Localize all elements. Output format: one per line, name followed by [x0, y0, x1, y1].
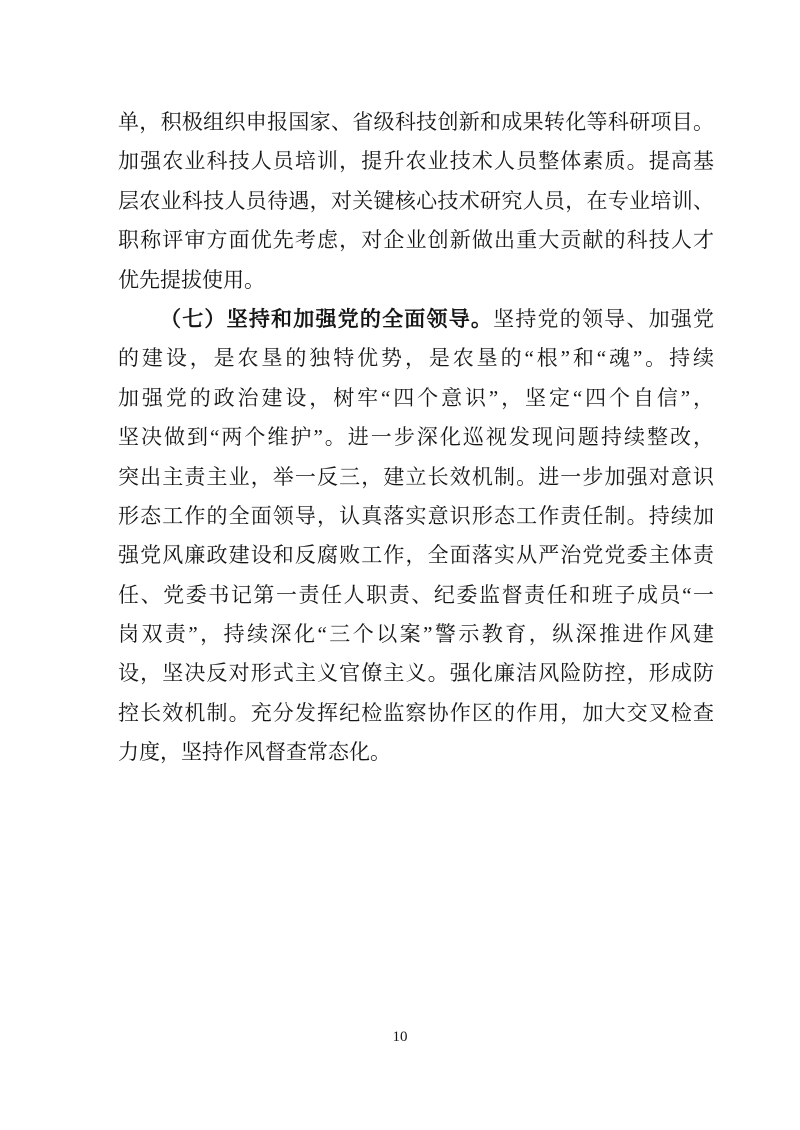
body-text: 任、党委书记第一责任人职责、纪委监督责任和班子成员“一	[118, 582, 714, 607]
body-text: 加强党的政治建设，树牢“四个意识”，坚定“四个自信”，	[118, 385, 714, 410]
text-line	[118, 497, 714, 536]
body-text: 单，积极组织申报国家、省级科技创新和成果转化等科研项目。	[118, 110, 714, 134]
text-line	[118, 339, 714, 378]
document-body	[118, 103, 714, 773]
text-line	[118, 654, 714, 693]
body-text: 力度，坚持作风督查常态化。	[118, 740, 391, 765]
body-text: 坚决做到“两个维护”。进一步深化巡视发现问题持续整改，	[118, 425, 714, 450]
body-text: 的建设，是农垦的独特优势，是农垦的“根”和“魂”。持续	[118, 346, 714, 371]
body-text: 突出主责主业，举一反三，建立长效机制。进一步加强对意识	[118, 464, 714, 489]
text-line	[118, 261, 714, 300]
body-text: 形态工作的全面领导，认真落实意识形态工作责任制。持续加	[118, 503, 714, 528]
body-text: 强党风廉政建设和反腐败工作，全面落实从严治党党委主体责	[118, 543, 714, 568]
body-text: 职称评审方面优先考虑，对企业创新做出重大贡献的科技人才	[118, 228, 714, 253]
text-line	[118, 221, 714, 260]
body-text: 岗双责”，持续深化“三个以案”警示教育，纵深推进作风建	[118, 622, 714, 647]
page-number: 10	[392, 1029, 408, 1045]
body-text: 层农业科技人员待遇，对关键核心技术研究人员，在专业培训、	[118, 188, 714, 213]
text-line	[118, 615, 714, 654]
text-line	[118, 300, 714, 339]
text-line	[118, 418, 714, 457]
body-text: 控长效机制。充分发挥纪检监察协作区的作用，加大交叉检查	[118, 700, 714, 725]
text-line	[118, 379, 714, 418]
body-text: 坚持党的领导、加强党	[493, 306, 714, 331]
text-line	[118, 576, 714, 615]
body-text: 设，坚决反对形式主义官僚主义。强化廉洁风险防控，形成防	[118, 661, 714, 686]
text-line	[118, 142, 714, 181]
page-footer	[0, 1028, 800, 1046]
text-line	[118, 733, 714, 772]
text-line	[118, 694, 714, 733]
paragraph-agricultural-science-talent	[118, 103, 714, 300]
body-text: 加强农业科技人员培训，提升农业技术人员整体素质。提高基	[118, 149, 714, 174]
text-line	[118, 182, 714, 221]
text-line	[118, 536, 714, 575]
section-heading-text: （七）坚持和加强党的全面领导。	[160, 306, 494, 331]
text-line	[118, 458, 714, 497]
text-line	[118, 103, 714, 142]
paragraph-party-leadership	[118, 300, 714, 773]
body-text: 优先提拔使用。	[118, 267, 265, 292]
